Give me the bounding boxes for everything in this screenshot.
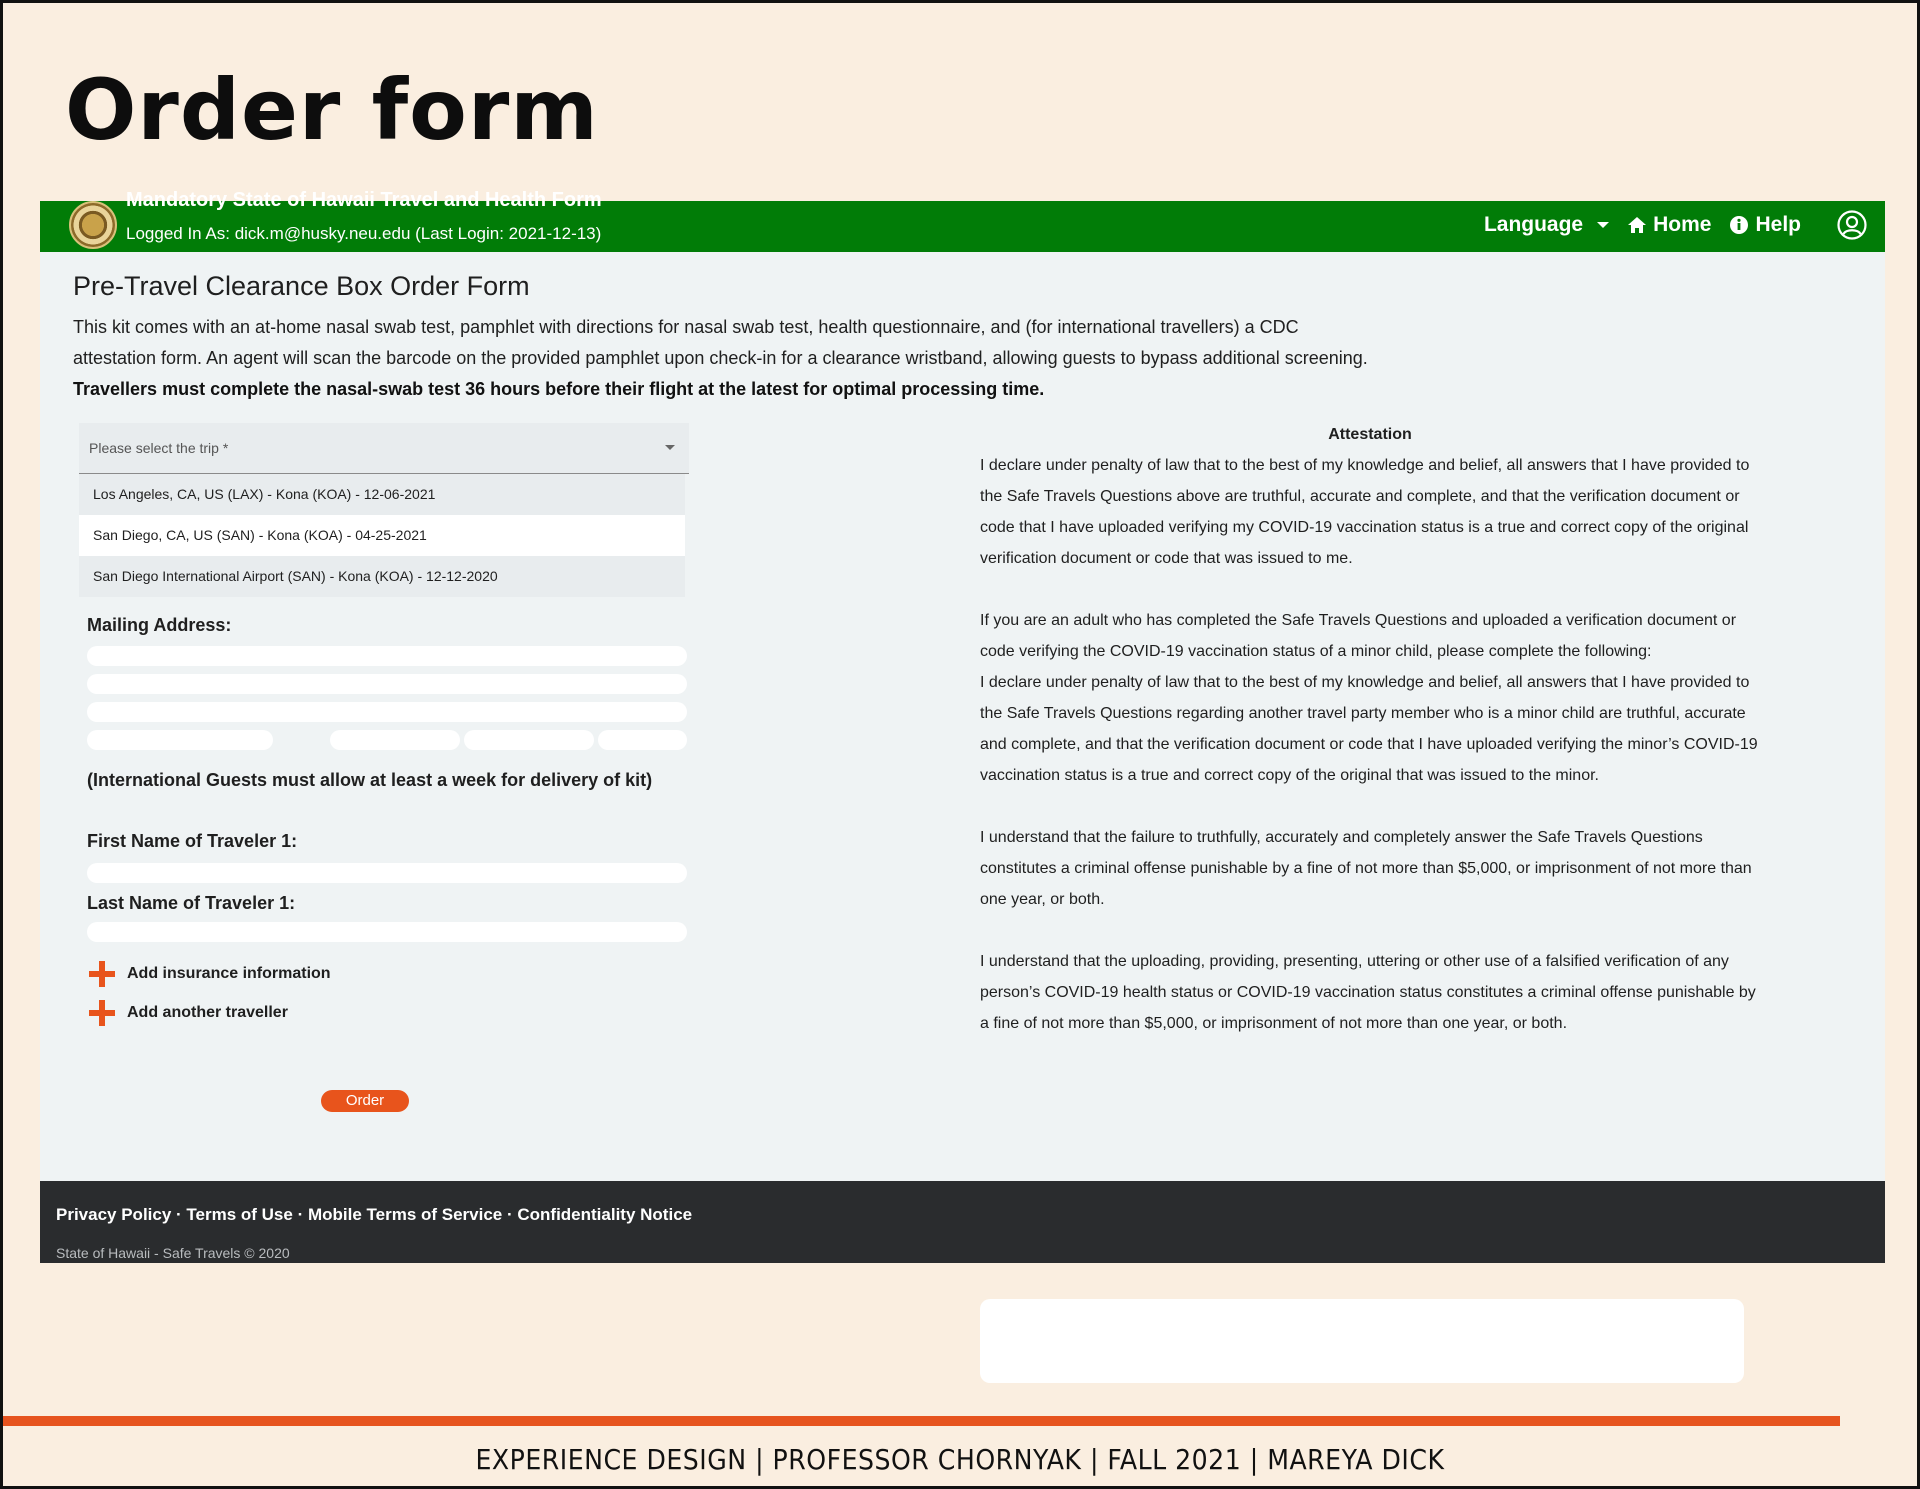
state-seal-icon (69, 201, 117, 249)
add-insurance-button[interactable] (89, 961, 331, 987)
caret-down-icon (665, 445, 675, 450)
first-name-input[interactable] (87, 863, 687, 883)
plus-icon (89, 961, 115, 987)
attestation-paragraph-2b: I declare under penalty of law that to the best of my knowledge and belief, all answers that I have provided to the Safe Travels Questions regarding another travel party member who is a minor child are truthful, accurate and complete, and that the verification document or code that I have uploaded verifying the minor’s COVID-19 vaccination status is a true and correct copy of the original that was issued to the minor. (980, 674, 1758, 784)
state-input[interactable] (330, 730, 460, 750)
city-input[interactable] (87, 730, 273, 750)
add-traveller-button[interactable] (89, 1000, 288, 1026)
mailing-address-label: Mailing Address: (87, 615, 232, 635)
zip-input[interactable] (464, 730, 594, 750)
attestation-title: Attestation (1328, 426, 1412, 443)
top-nav-bar (40, 189, 1885, 252)
footer-links[interactable]: Privacy Policy · Terms of Use · Mobile Terms of Service · Confidentiality Notice (56, 1205, 693, 1224)
intro-warning: Travellers must complete the nasal-swab test 36 hours before their flight at the latest for optimal processing time. (73, 379, 1045, 399)
last-name-label: Last Name of Traveler 1: (87, 893, 296, 913)
trip-option[interactable]: Los Angeles, CA, US (LAX) - Kona (KOA) - 12-06-2021 (93, 486, 436, 502)
site-footer (40, 1181, 1885, 1263)
country-input[interactable] (598, 730, 687, 750)
accent-divider (3, 1416, 1840, 1426)
chevron-down-icon (1597, 222, 1609, 228)
plus-icon (89, 1000, 115, 1026)
app-heading: Mandatory State of Hawaii Travel and Health Form (126, 189, 602, 211)
add-insurance-label: Add insurance information (127, 965, 331, 982)
info-icon (1729, 215, 1749, 235)
slide-caption: EXPERIENCE DESIGN | PROFESSOR CHORNYAK | FALL 2021 | MAREYA DICK (475, 1443, 1445, 1476)
trip-select-placeholder: Please select the trip * (89, 440, 229, 456)
order-form (79, 423, 689, 1021)
order-button[interactable]: Order (321, 1090, 409, 1112)
home-link[interactable] (1627, 213, 1711, 237)
address-line-2-input[interactable] (87, 674, 687, 694)
trip-select[interactable] (79, 423, 689, 474)
home-icon (1627, 216, 1647, 234)
help-link[interactable] (1729, 213, 1801, 237)
international-note: (International Guests must allow at least a week for delivery of kit) (87, 770, 653, 790)
footer-copyright: State of Hawaii - Safe Travels © 2020 (56, 1245, 290, 1261)
attestation-paragraph-1: I declare under penalty of law that to the best of my knowledge and belief, all answers that I have provided to the Safe Travels Questions above are truthful, accurate and complete, and that the verification document or code that I have uploaded verifying my COVID-19 vaccination status is a true and correct copy of the original verification document or code that was issued to me. (980, 457, 1750, 567)
first-name-label: First Name of Traveler 1: (87, 831, 298, 851)
attestation-panel (980, 426, 1760, 1070)
page-title: Pre-Travel Clearance Box Order Form (73, 271, 530, 301)
trip-option[interactable]: San Diego International Airport (SAN) - Kona (KOA) - 12-12-2020 (93, 568, 498, 584)
trip-dropdown (79, 474, 685, 597)
address-line-1-input[interactable] (87, 646, 687, 666)
attestation-paragraph-4: I understand that the uploading, providing, presenting, uttering or other use of a falsified verification of any person’s COVID-19 health status or COVID-19 vaccination status constitutes a criminal offense punishable by a fine of not more than $5,000, or imprisonment of not more than one year, or both. (980, 953, 1756, 1032)
help-label: Help (1755, 213, 1801, 236)
home-label: Home (1653, 213, 1712, 236)
page-content (73, 271, 1853, 405)
user-icon[interactable] (1837, 210, 1867, 240)
login-status: Logged In As: dick.m@husky.neu.edu (Last Login: 2021-12-13) (126, 224, 602, 243)
attestation-paragraph-2a: If you are an adult who has completed the Safe Travels Questions and uploaded a verification document or code verifying the COVID-19 vaccination status of a minor child, please complete the following: (980, 612, 1737, 660)
trip-option[interactable]: San Diego, CA, US (SAN) - Kona (KOA) - 04-25-2021 (79, 515, 685, 556)
language-menu[interactable] (1484, 213, 1609, 237)
language-label: Language (1483, 213, 1584, 236)
nav-menu (1484, 205, 1885, 245)
address-line-3-input[interactable] (87, 702, 687, 722)
intro-line-1: This kit comes with an at-home nasal swab test, pamphlet with directions for nasal swab test, health questionnaire, and (for international travellers) a CDC (73, 317, 1299, 337)
app-screenshot (40, 189, 1885, 1263)
slide-title: Order form (65, 61, 599, 159)
last-name-input[interactable] (87, 922, 687, 942)
add-traveller-label: Add another traveller (127, 1004, 288, 1021)
attestation-paragraph-3: I understand that the failure to truthfully, accurately and completely answer the Safe Travels Questions constitutes a criminal offense punishable by a fine of not more than $5,000, or imprisonment of not more than one year, or both. (980, 829, 1752, 908)
intro-line-2: attestation form. An agent will scan the barcode on the provided pamphlet upon check-in for a clearance wristband, allowing guests to bypass additional screening. (73, 348, 1368, 368)
attestation-signature-box[interactable] (980, 1299, 1744, 1383)
